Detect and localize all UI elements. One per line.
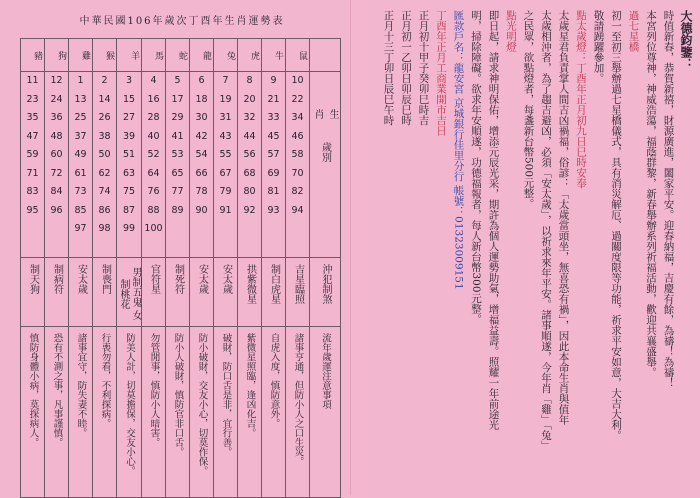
zodiac-11 [21,39,45,72]
zodiac-0-text: 鼠 [297,50,307,60]
zodiac-6-text: 馬 [153,50,163,60]
age-value: 89 [171,204,184,216]
age-value: 10 [291,75,304,86]
age-row [21,72,341,258]
zodiac-9-text: 雞 [80,50,90,60]
zodiac-2 [238,39,262,72]
chong-1-text: 制白虎星 [268,264,280,304]
chong-1 [262,258,286,327]
zodiac-3-text: 兔 [225,50,235,60]
age-value: 91 [219,204,232,216]
letter-line: 時值新春，恭賀新禧，財源廣進，闔家平安。迎春納福，吉慶有餘，為禱！為禱！ [662,10,675,388]
note-0 [286,327,310,498]
label-note [310,327,341,498]
age-value: 86 [98,204,111,216]
age-value: 65 [171,167,184,179]
age-value: 52 [147,149,160,160]
age-value: 81 [267,186,280,197]
age-value: 82 [291,186,304,197]
letter-line: 太歲星君負責掌人間吉凶禍福，俗諺：「太歲當頭坐，無喜恐有禍」，因此本命生肖與值年 [557,10,570,425]
note-5 [166,327,190,498]
age-value: 43 [219,130,232,142]
age-value: 72 [50,167,63,179]
chong-9 [69,258,93,327]
ages-6 [142,72,166,258]
age-value: 60 [50,149,63,160]
chong-4 [190,258,214,327]
letter-line: 初一至初三舉辦過七星橋儀式，具有消災解厄、過關度限等功能，祈求平安如意，大吉大利。 [610,10,622,441]
age-value: 94 [291,204,304,216]
chong-10 [45,258,69,327]
note-6-text: 勿管閒事，慎防小人暗害。 [148,333,160,447]
age-value: 97 [74,223,87,234]
zodiac-0 [286,39,310,72]
chong-5-text: 制死符 [172,264,184,294]
note-10 [45,327,69,498]
age-value: 44 [243,130,256,142]
age-value: 19 [219,93,232,105]
label-note-text: 流年歲運注意事項 [320,333,331,409]
zodiac-2-text: 虎 [249,50,259,60]
label-zodiac [310,39,341,119]
age-value: 61 [74,167,87,179]
label-zodiac-text: 生肖 [312,109,338,119]
zodiac-6 [142,39,166,72]
age-value: 17 [171,93,184,105]
age-value: 90 [195,204,208,216]
chong-9-text: 安太歲 [75,264,87,294]
age-value: 1 [77,75,84,86]
age-value: 16 [147,93,160,105]
age-value: 29 [171,112,184,123]
note-1-text: 自虎入度，慎防意外。 [268,333,280,428]
zodiac-5-text: 蛇 [177,50,187,60]
note-4-text: 防小破財，交友小心，切莫作保。 [196,333,208,476]
letter-line: 過七星橋 [627,10,640,52]
age-value: 76 [147,186,160,197]
label-age-text: 歲別 [319,142,331,162]
letter-line: 丁酉年正月工商業開市吉日 [435,10,447,136]
note-row [21,327,341,498]
note-9 [69,327,93,498]
age-value: 5 [174,75,181,86]
age-value: 42 [195,130,208,142]
age-value: 64 [147,167,160,179]
chong-4-text: 安太歲 [196,264,208,294]
chong-7 [117,258,142,327]
age-value: 88 [147,204,160,216]
age-value: 48 [50,130,63,142]
zodiac-9 [69,39,93,72]
note-7-text: 防美人計，切莫擔保，交友小心。 [124,333,135,476]
age-value: 96 [50,204,63,216]
ages-8 [93,72,117,258]
ages-3 [214,72,238,258]
age-value: 28 [147,112,160,123]
age-value: 95 [26,204,39,216]
note-6 [142,327,166,498]
age-value: 3 [125,75,133,86]
note-8-text: 行喪勿看，不利探病。 [99,333,111,428]
age-value: 77 [171,186,184,197]
age-value: 41 [171,130,184,142]
age-value: 18 [195,93,208,105]
letter-line: 正月十三丁卯日辰巳午時 [382,10,395,126]
label-age [310,72,341,258]
letter-line: 大德鈞鑒： [679,10,693,70]
age-value: 84 [50,186,63,197]
zodiac-5 [166,39,190,72]
chong-0 [286,258,310,327]
zodiac-10-text: 狗 [56,50,66,60]
letter-line: 點太歲燈：丁酉年正月初九日巳時安奉 [575,10,587,189]
zodiac-table [20,38,341,498]
age-value: 2 [101,75,108,86]
age-value: 25 [74,112,87,123]
age-value: 31 [219,112,232,123]
zodiac-8-text: 猴 [104,50,114,60]
age-value: 37 [74,130,87,142]
age-value: 56 [243,149,256,160]
fold-line [350,0,351,495]
zodiac-10 [45,39,69,72]
age-value: 98 [98,223,111,234]
age-value: 4 [150,75,157,86]
age-value: 62 [98,167,111,179]
age-value: 39 [122,130,136,142]
ages-7 [117,72,142,258]
note-4 [190,327,214,498]
letter-line: 太歲相沖者，為了趨吉避凶，必須「安太歲」，以祈求來年平安。諸事順遂，今年肖「雞」「兔」 [540,10,552,451]
label-chong [310,258,341,327]
chong-10-text: 制病符 [51,264,63,294]
age-value: 66 [195,167,208,179]
ages-2 [238,72,262,258]
chong-8 [93,258,117,327]
age-value: 68 [243,167,256,179]
letter-text [358,10,694,490]
age-value: 80 [243,186,256,197]
letter-line: 明，掃除障礙。欲求年安順遂，功德福報者，每人新台幣300元整。 [470,10,482,325]
age-value: 45 [267,130,280,142]
age-value: 30 [195,112,208,123]
ages-10 [45,72,69,258]
letter-line: 敬請踴躍參加。 [592,10,605,84]
note-5-text: 防小人破財，慎防官非口舌。 [172,333,184,457]
ages-5 [166,72,190,258]
chong-5 [166,258,190,327]
note-11-text: 慎防身體小病，莫探病人。 [27,333,39,447]
chong-2 [238,258,262,327]
age-value: 27 [122,112,136,123]
age-value: 21 [267,93,280,105]
chong-11 [21,258,45,327]
age-value: 24 [50,93,63,105]
age-value: 33 [267,112,280,123]
age-value: 13 [74,93,87,105]
note-1 [262,327,286,498]
age-value: 38 [98,130,111,142]
age-value: 34 [291,112,304,123]
age-value: 35 [26,112,39,123]
zodiac-4-text: 龍 [201,50,211,60]
zodiac-1-text: 牛 [273,50,283,60]
letter-line: 匯款戶名：龍安宮 京城銀行佳里分行 帳號：01323009151 [452,10,465,290]
age-value: 71 [26,167,39,179]
letter-line: 即日起，請求神明保佑，增添元辰光采，期許為個人運勢助氣，增福益壽。照耀一年前途光 [487,10,500,430]
note-3-text: 破財，防口舌是非，宜行善。 [220,333,232,457]
chong-6-text: 官符星 [148,264,160,294]
zodiac-3 [214,39,238,72]
age-value: 100 [144,223,163,234]
age-value: 99 [122,223,136,234]
age-value: 9 [270,75,277,86]
age-value: 46 [291,130,304,142]
zodiac-7-text: 羊 [129,50,139,60]
age-value: 74 [98,186,111,197]
zodiac-4 [190,39,214,72]
age-value: 51 [122,149,136,160]
age-value: 26 [98,112,111,123]
age-value: 63 [122,167,136,179]
letter-line: 正月初一乙卯日卯辰巳時 [400,10,412,126]
age-value: 93 [267,204,280,216]
chong-6 [142,258,166,327]
chong-2-text: 拱紫微星 [244,264,256,304]
zodiac-row [21,39,341,72]
zodiac-11-text: 豬 [32,50,42,60]
age-value: 85 [74,204,87,216]
age-value: 14 [98,93,111,105]
age-value: 8 [246,75,253,86]
note-9-text: 諸事宜守，防失妻不睦。 [75,333,87,438]
letter-line: 點光明燈 [505,10,517,52]
age-value: 87 [122,204,136,216]
age-value: 70 [291,167,304,179]
zodiac-8 [93,39,117,72]
age-value: 73 [74,186,87,197]
age-value: 54 [195,149,208,160]
age-value: 57 [267,149,280,160]
note-3 [214,327,238,498]
chong-8-text: 制喪門 [99,264,111,294]
letter-line: 之民眾，欲點燈者，每盞新台幣500元整。 [522,10,535,209]
chong-0-text: 吉星臨照 [292,264,304,304]
age-value: 40 [147,130,160,142]
age-value: 20 [243,93,256,105]
age-value: 58 [291,149,304,160]
age-value: 69 [267,167,280,179]
zodiac-1 [262,39,286,72]
zodiac-7 [117,39,142,72]
age-value: 6 [198,75,205,86]
table-title: 中華民國106年歲次丁酉年生肖運勢表 [79,16,285,27]
age-value: 12 [50,75,63,86]
age-value: 11 [26,75,39,86]
age-value: 53 [171,149,184,160]
age-value: 47 [26,130,39,142]
age-value: 55 [219,149,232,160]
age-value: 67 [219,167,232,179]
note-10-text: 恐有不測之事，凡事謹慎。 [51,333,63,447]
letter-line: 正月初十甲子癸卯巳時吉 [417,10,430,126]
age-value: 92 [243,204,256,216]
ages-4 [190,72,214,258]
note-2-text: 紫微星照臨，逢凶化吉。 [244,333,256,438]
age-value: 32 [243,112,256,123]
age-value: 59 [26,149,39,160]
age-value: 75 [122,186,136,197]
chong-3-text: 安太歲 [220,264,232,294]
age-value: 78 [195,186,208,197]
age-value: 50 [98,149,111,160]
chong-3 [214,258,238,327]
note-7 [117,327,142,498]
chong-7-text: 男制五鬼 女制桃花 [118,266,141,321]
ages-9 [69,72,93,258]
ages-11 [21,72,45,258]
chong-11-text: 制天狗 [27,264,39,294]
age-value: 36 [50,112,63,123]
note-11 [21,327,45,498]
age-value: 83 [26,186,39,197]
ages-0 [286,72,310,258]
letter-line: 本宮列位尊神，神威浩蕩，福蔭群黎，新春舉辦系列祈福活動，歡迎共襄盛舉。 [645,10,657,378]
age-value: 49 [74,149,87,160]
note-2 [238,327,262,498]
age-value: 22 [291,93,304,105]
label-chong-text: 沖犯制煞 [320,264,331,304]
ages-1 [262,72,286,258]
age-value: 79 [219,186,232,197]
note-8 [93,327,117,498]
age-value: 7 [222,75,229,86]
age-value: 15 [122,93,136,105]
age-value: 23 [26,93,39,105]
note-0-text: 諸事亨通，但防小人之口生災。 [292,333,304,466]
chong-row [21,258,341,327]
